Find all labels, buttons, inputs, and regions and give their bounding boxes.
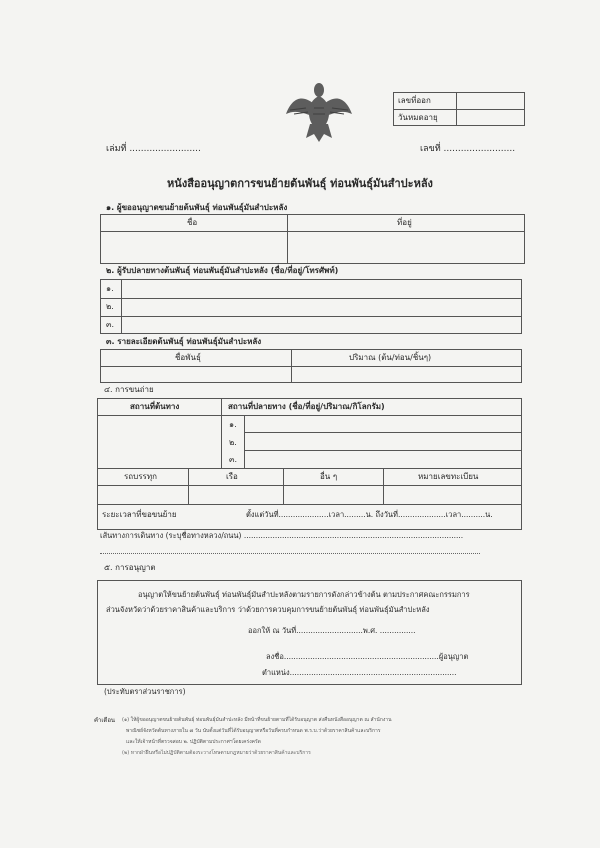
col-variety: ชื่อพันธุ์ bbox=[175, 353, 201, 362]
route-label: เส้นทางการเดินทาง (ระบุชื่อทางหลวง/ถนน) ............................................................................................ bbox=[100, 531, 464, 540]
vehicle-other: อื่น ๆ bbox=[320, 472, 338, 481]
section2-title: ๒. ผู้รับปลายทางต้นพันธุ์ ท่อนพันธุ์มันสำปะหลัง (ชื่อ/ที่อยู่/โทรศัพท์) bbox=[106, 266, 339, 275]
document-number: เลขที่ ......................... bbox=[420, 144, 516, 154]
vehicle-truck: รถบรรทุก bbox=[124, 472, 157, 481]
issue-info-table bbox=[393, 92, 525, 126]
section4-title: ๔. การขนถ่าย bbox=[104, 385, 154, 394]
recipient-table bbox=[100, 279, 522, 334]
destination-row-1: ๑. bbox=[229, 420, 237, 429]
issued-date: ออกให้ ณ วันที่............................พ.ศ. ............... bbox=[248, 626, 416, 635]
seal-note: (ประทับตราส่วนราชการ) bbox=[104, 687, 186, 696]
note-line-3: และให้เจ้าหน้าที่ตรวจสอบ ๒. ปฏิบัติตามประกาศฯโดยเคร่งครัด bbox=[126, 739, 261, 745]
variety-table bbox=[100, 349, 522, 383]
col-origin: สถานที่ต้นทาง bbox=[130, 402, 180, 411]
position-line: ตำแหน่ง...................................................................... bbox=[262, 668, 457, 677]
page-title: หนังสืออนุญาตการขนย้ายต้นพันธุ์ ท่อนพันธุ์มันสำปะหลัง bbox=[167, 177, 433, 190]
transport-table bbox=[97, 398, 522, 530]
signature-line: ลงชื่อ.................................................................ผู้อนุญาต bbox=[266, 652, 469, 661]
col-name: ชื่อ bbox=[187, 218, 198, 227]
note-line-2: พาณิชย์จังหวัดต้นทางภายใน ๗ วัน นับตั้งแต่วันที่ได้รับอนุญาตหรือวันที่ครบกำหนด พ.ร.บ.ว่าด้วยราคาสินค้าและบริการ bbox=[126, 728, 381, 734]
period-range: ตั้งแต่วันที่.....................เวลา.........น. ถึงวันที่....................เวลา..........น. bbox=[246, 510, 493, 519]
permission-box bbox=[97, 580, 522, 685]
issue-no-label: เลขที่ออก bbox=[398, 96, 431, 105]
col-quantity: ปริมาณ (ต้น/ท่อน/ชิ้นๆ) bbox=[349, 353, 432, 362]
section3-title: ๓. รายละเอียดต้นพันธุ์ ท่อนพันธุ์มันสำปะหลัง bbox=[106, 337, 262, 346]
vehicle-registration: หมายเลขทะเบียน bbox=[418, 472, 479, 481]
book-number: เล่มที่ ......................... bbox=[106, 144, 201, 154]
expiry-label: วันหมดอายุ bbox=[398, 113, 438, 122]
notes-label: คำเตือน bbox=[94, 717, 116, 724]
col-address: ที่อยู่ bbox=[397, 218, 412, 227]
col-destination: สถานที่ปลายทาง (ชื่อ/ที่อยู่/ปริมาณ/กิโลกรัม) bbox=[228, 402, 385, 411]
garuda-emblem bbox=[284, 78, 354, 146]
recipient-row-3: ๓. bbox=[106, 320, 115, 329]
recipient-row-1: ๑. bbox=[106, 284, 114, 293]
period-label: ระยะเวลาที่ขอขนย้าย bbox=[102, 510, 177, 519]
destination-row-3: ๓. bbox=[229, 455, 238, 464]
route-underline bbox=[100, 553, 480, 554]
permission-text-1: อนุญาตให้ขนย้ายต้นพันธุ์ ท่อนพันธุ์มันสำปะหลังตามรายการดังกล่าวข้างต้น ตามประกาศคณะกรรมการ bbox=[138, 590, 470, 599]
destination-row-2: ๒. bbox=[229, 438, 237, 447]
note-line-1: (๑) ให้ผู้ขออนุญาตขนย้ายต้นพันธุ์ ท่อนพันธุ์มันสำปะหลัง มีหน้าที่ขนย้ายตามที่ได้รับอนุญาต ส่งคืนหนังสืออนุญาต ณ สำนักงาน bbox=[122, 717, 392, 723]
applicant-table bbox=[100, 214, 525, 264]
vehicle-boat: เรือ bbox=[226, 472, 238, 481]
note-line-4: (๒) หากฝ่าฝืนหรือไม่ปฏิบัติตามต้องระวางโทษตามกฎหมายว่าด้วยราคาสินค้าและบริการ bbox=[122, 750, 311, 756]
recipient-row-2: ๒. bbox=[106, 302, 114, 311]
permission-text-2: ส่วนจังหวัดว่าด้วยราคาสินค้าและบริการ ว่าด้วยการควบคุมการขนย้ายต้นพันธุ์ ท่อนพันธุ์มันสำปะหลัง bbox=[106, 605, 430, 614]
section5-title: ๕. การอนุญาต bbox=[104, 563, 156, 572]
section1-title: ๑. ผู้ขออนุญาตขนย้ายต้นพันธุ์ ท่อนพันธุ์มันสำปะหลัง bbox=[106, 203, 288, 212]
